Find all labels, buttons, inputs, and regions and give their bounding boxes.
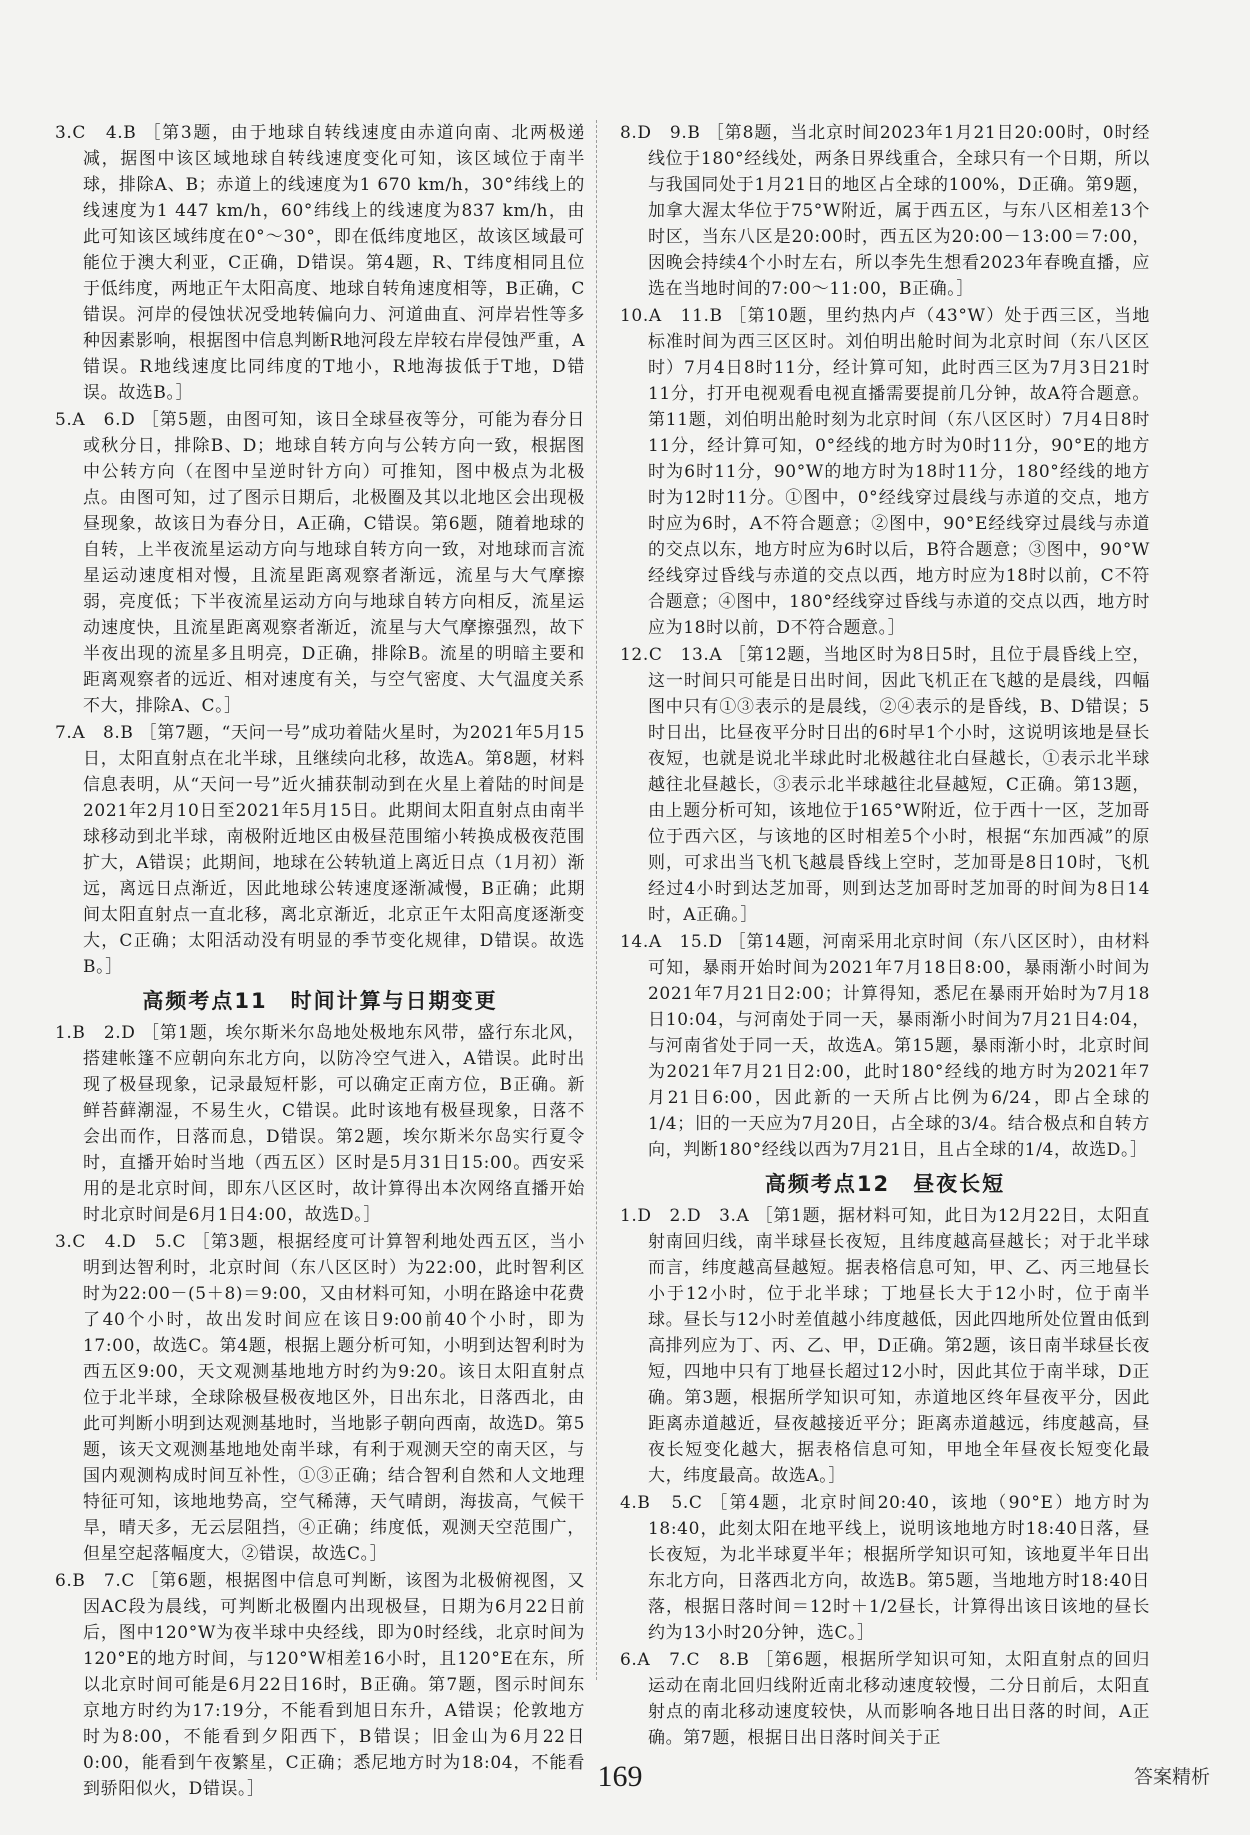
column-divider bbox=[596, 120, 597, 1680]
answer-paragraph: 4.B 5.C ［第4题，北京时间20:40，该地（90°E）地方时为18:40，此刻太阳在地平线上，说明该地地方时18:40日落，昼长夜短，为北半球夏半年；根据所学知识可知，该地夏半年日出东北方向，日落西北方向，故选B。第5题，当地地方时18:40日落，根据日落时间＝12时＋1/2昼长，计算得出该日该地的昼长约为13小时20分钟，选C。］ bbox=[620, 1493, 1150, 1643]
answer-paragraph: 14.A 15.D ［第14题，河南采用北京时间（东八区区时），由材料可知，暴雨开始时间为2021年7月18日8:00，暴雨渐小时间为2021年7月21日2:00；计算得知，悉尼在暴雨开始时为7月18日10:04，与河南处于同一天，暴雨渐小时间为7月21日4:04，与河南省处于同一天，故选A。第15题，暴雨渐小时，北京时间为2021年7月21日2:00，此时180°经线的地方时为2021年7月21日6:00，因此新的一天所占比例为6/24，即占全球的1/4；旧的一天应为7月20日，占全球的3/4。结合极点和自转方向，判断180°经线以西为7月21日，且占全球的1/4，故选D。］ bbox=[620, 932, 1150, 1160]
answer-paragraph: 12.C 13.A ［第12题，当地区时为8日5时，且位于晨昏线上空，这一时间只可能是日出时间，因此飞机正在飞越的是晨线，四幅图中只有①③表示的是晨线，②④表示的是昏线，B、D错误；5时日出，比昼夜平分时日出的6时早1个小时，这说明该地是昼长夜短，也就是说北半球此时北极越往北白昼越长，①表示北半球越往北昼越长，③表示北半球越往北昼越短，C正确。第13题，由上题分析可知，该地位于165°W附近，位于西十一区，芝加哥位于西六区，与该地的区时相差5个小时，根据“东加西减”的原则，可求出当飞机飞越晨昏线上空时，芝加哥是8日10时，飞机经过4小时到达芝加哥，则到达芝加哥时芝加哥的时间为8日14时，A正确。］ bbox=[620, 645, 1150, 925]
answer-paragraph: 3.C 4.D 5.C ［第3题，根据经度可计算智利地处西五区，当小明到达智利时，北京时间（东八区区时）为22:00，此时智利区时为22:00－(5＋8)＝9:00，又由材料可知，小明在路途中花费了40个小时，故出发时间应在该日9:00前40个小时，即为17:00，故选C。第4题，根据上题分析可知，小明到达智利时为西五区9:00，天文观测基地地方时约为9:20。该日太阳直射点位于北半球，全球除极昼极夜地区外，日出东北，日落西北，由此可判断小明到达观测基地时，当地影子朝向西南，故选D。第5题，该天文观测基地地处南半球，有利于观测天空的南天区，与国内观测构成时间互补性，①③正确；结合智利自然和人文地理特征可知，该地地势高，空气稀薄，天气晴朗，海拔高，气候干旱，晴天多，无云层阻挡，④正确；纬度低，观测天空范围广，但星空起落幅度大，②错误，故选C。］ bbox=[55, 1232, 585, 1564]
answer-paragraph: 10.A 11.B ［第10题，里约热内卢（43°W）处于西三区，当地标准时间为西三区区时。刘伯明出舱时间为北京时间（东八区区时）7月4日8时11分，经计算可知，此时西三区为7月3日21时11分，打开电视观看电视直播需要提前几分钟，故A符合题意。第11题，刘伯明出舱时刻为北京时间（东八区区时）7月4日8时11分，经计算可知，0°经线的地方时为0时11分，90°E的地方时为6时11分，90°W的地方时为18时11分，180°经线的地方时为12时11分。①图中，0°经线穿过晨线与赤道的交点，地方时应为6时，A不符合题意；②图中，90°E经线穿过晨线与赤道的交点以东，地方时应为6时以后，B符合题意；③图中，90°W经线穿过昏线与赤道的交点以西，地方时应为18时以前，C不符合题意；④图中，180°经线穿过昏线与赤道的交点以西，地方时应为18时以前，D不符合题意。］ bbox=[620, 306, 1150, 638]
answer-paragraph: 1.B 2.D ［第1题，埃尔斯米尔岛地处极地东风带，盛行东北风，搭建帐篷不应朝向东北方向，以防冷空气进入，A错误。此时出现了极昼现象，记录最短杆影，可以确定正南方位，B正确。新鲜苔藓潮湿，不易生火，C错误。此时该地有极昼现象，日落不会出而作，日落而息，D错误。第2题，埃尔斯米尔岛实行夏令时，直播开始时当地（西五区）区时是5月31日15:00。西安采用的是北京时间，即东八区区时，故计算得出本次网络直播开始时北京时间是6月1日4:00，故选D。］ bbox=[55, 1023, 585, 1225]
answer-paragraph: 7.A 8.B ［第7题，“天问一号”成功着陆火星时，为2021年5月15日，太阳直射点在北半球，且继续向北移，故选A。第8题，材料信息表明，从“天问一号”近火捕获制动到在火星上着陆的时间是2021年2月10日至2021年5月15日。此期间太阳直射点由南半球移动到北半球，南极附近地区由极昼范围缩小转换成极夜范围扩大，A错误；此期间，地球在公转轨道上离近日点（1月初）渐远，离远日点渐近，因此地球公转速度逐渐减慢，B正确；此期间太阳直射点一直北移，离北京渐近，北京正午太阳高度逐渐变大，C正确；太阳活动没有明显的季节变化规律，D错误。故选B。］ bbox=[55, 723, 585, 977]
footer-label: 答案精析 bbox=[1133, 1766, 1210, 1788]
section-heading: 高频考点11 时间计算与日期变更 bbox=[142, 989, 498, 1013]
section-heading: 高频考点12 昼夜长短 bbox=[764, 1172, 1006, 1196]
answer-paragraph: 6.B 7.C ［第6题，根据图中信息可判断，该图为北极俯视图，又因AC段为晨线，可判断北极圈内出现极昼，日期为6月22日前后，图中120°W为夜半球中央经线，即为0时经线，北京时间为120°E的地方时间，与120°W相差16小时，且120°E在东，所以北京时间可能是6月22日16时，B正确。第7题，图示时间东京地方时约为17:19分，不能看到旭日东升，A错误；伦敦地方时为8:00，不能看到夕阳西下，B错误；旧金山为6月22日0:00，能看到午夜繁星，C正确；悉尼地方时为18:04，不能看到骄阳似火，D错误。］ bbox=[55, 1571, 585, 1799]
answer-paragraph: 6.A 7.C 8.B ［第6题，根据所学知识可知，太阳直射点的回归运动在南北回归线附近南北移动速度较慢，二分日前后，太阳直射点的南北移动速度较快，从而影响各地日出日落的时间，A正确。第7题，根据日出日落时间关于正 bbox=[620, 1650, 1150, 1748]
answer-paragraph: 8.D 9.B ［第8题，当北京时间2023年1月21日20:00时，0时经线位于180°经线处，两条日界线重合，全球只有一个日期，所以与我国同处于1月21日的地区占全球的100%，D正确。第9题，加拿大渥太华位于75°W附近，属于西五区，与东八区相差13个时区，当东八区是20:00时，西五区为20:00－13:00＝7:00，因晚会持续4个小时左右，所以李先生想看2023年春晚直播，应选在当地时间的7:00～11:00，B正确。］ bbox=[620, 123, 1150, 299]
right-column bbox=[620, 120, 1150, 1752]
answer-paragraph: 5.A 6.D ［第5题，由图可知，该日全球昼夜等分，可能为春分日或秋分日，排除B、D；地球自转方向与公转方向一致，根据图中公转方向（在图中呈逆时针方向）可推知，图中极点为北极点。由图可知，过了图示日期后，北极圈及其以北地区会出现极昼现象，故该日为春分日，A正确，C错误。第6题，随着地球的自转，上半夜流星运动方向与地球自转方向一致，对地球而言流星运动速度相对慢，且流星距离观察者渐远，流星与大气摩擦弱，亮度低；下半夜流星运动方向与地球自转方向相反，流星运动速度快，且流星距离观察者渐近，流星与大气摩擦强烈，故下半夜出现的流星多且明亮，D正确，排除B。流星的明暗主要和距离观察者的远近、相对速度有关，与空气密度、大气温度关系不大，排除A、C。］ bbox=[55, 410, 585, 716]
page-number: 169 bbox=[597, 1760, 643, 1793]
answer-paragraph: 3.C 4.B ［第3题，由于地球自转线速度由赤道向南、北两极递减，据图中该区域地球自转线速度变化可知，该区域位于南半球，排除A、B；赤道上的线速度为1 670 km/h，30°纬线上的线速度为1 447 km/h，60°纬线上的线速度为837 km/h，由此可知该区域纬度在0°～30°，即在低纬度地区，故该区域最可能位于澳大利亚，C正确，D错误。第4题，R、T纬度相同且位于低纬度，两地正午太阳高度、地球自转角速度相等，B正确，C错误。河岸的侵蚀状况受地转偏向力、河道曲直、河岸岩性等多种因素影响，根据图中信息判断R地河段左岸较右岸侵蚀严重，A错误。R地线速度比同纬度的T地小，R地海拔低于T地，D错误。故选B。］ bbox=[55, 123, 585, 403]
left-column bbox=[55, 120, 585, 1803]
answer-paragraph: 1.D 2.D 3.A ［第1题，据材料可知，此日为12月22日，太阳直射南回归线，南半球昼长夜短，且纬度越高昼越长；对于北半球而言，纬度越高昼越短。据表格信息可知，甲、乙、丙三地昼长小于12小时，位于北半球；丁地昼长大于12小时，位于南半球。昼长与12小时差值越小纬度越低，因此四地所处位置由低到高排列应为丁、丙、乙、甲，D正确。第2题，该日南半球昼长夜短，四地中只有丁地昼长超过12小时，因此其位于南半球，D正确。第3题，根据所学知识可知，赤道地区终年昼夜平分，因此距离赤道越近，昼夜越接近平分；距离赤道越远，纬度越高，昼夜长短变化越大，据表格信息可知，甲地全年昼夜长短变化最大，纬度最高。故选A。］ bbox=[620, 1206, 1150, 1486]
